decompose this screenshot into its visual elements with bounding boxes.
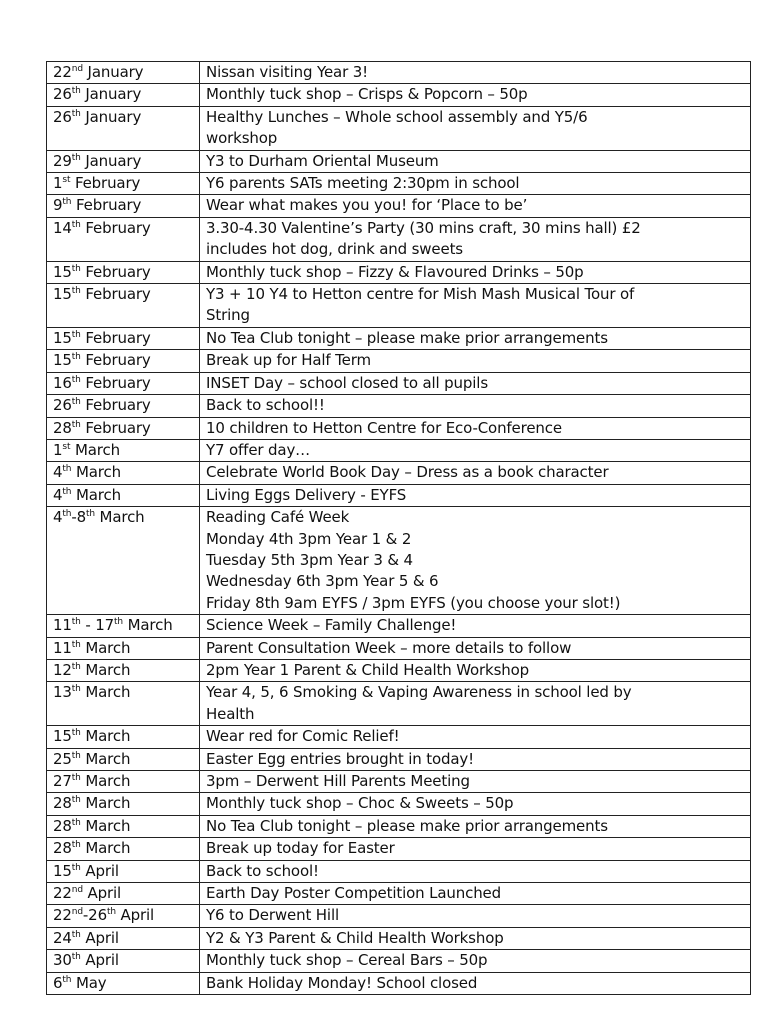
event-date-cell: [47, 883, 200, 905]
event-description-cell: [200, 682, 751, 726]
event-date-cell: [47, 284, 200, 328]
date-ordinal-suffix: th: [71, 263, 81, 274]
event-description-line: Monthly tuck shop – Fizzy & Flavoured Drinks – 50p: [206, 262, 584, 281]
event-description-line: Bank Holiday Monday! School closed: [206, 973, 478, 992]
date-day: 4: [53, 485, 63, 504]
date-ordinal-suffix: th: [71, 728, 81, 739]
event-description-cell: [200, 726, 751, 748]
event-date-cell: [47, 726, 200, 748]
event-description-line: Health: [206, 704, 255, 723]
table-row: [47, 417, 751, 439]
event-description-cell: [200, 883, 751, 905]
date-day: 22: [53, 906, 72, 925]
date-text: March: [94, 508, 145, 527]
date-day: 15: [53, 727, 72, 746]
event-description-cell: [200, 927, 751, 949]
date-text: March: [80, 660, 131, 679]
event-description-line: Science Week – Family Challenge!: [206, 616, 457, 635]
date-text: -26: [82, 906, 107, 925]
date-ordinal-suffix: th: [62, 464, 72, 475]
table-row: [47, 261, 751, 283]
table-row: [47, 62, 751, 84]
table-row: [47, 815, 751, 837]
date-text: February: [80, 351, 151, 370]
date-text: April: [82, 884, 122, 903]
table-row: [47, 682, 751, 726]
date-ordinal-suffix: th: [71, 329, 81, 340]
date-text: March: [122, 616, 173, 635]
event-description-line: Monthly tuck shop – Crisps & Popcorn – 50p: [206, 85, 528, 104]
table-row: [47, 860, 751, 882]
date-day: 24: [53, 928, 72, 947]
date-day: 11: [53, 638, 72, 657]
date-ordinal-suffix: th: [62, 974, 72, 985]
event-description-cell: [200, 507, 751, 615]
date-day: 4: [53, 463, 63, 482]
event-description-line: workshop: [206, 129, 278, 148]
date-text: March: [80, 794, 131, 813]
event-description-line: Easter Egg entries brought in today!: [206, 749, 475, 768]
event-description-line: Year 4, 5, 6 Smoking & Vaping Awareness in school led by: [206, 683, 632, 702]
date-ordinal-suffix: th: [62, 509, 72, 520]
date-day: 6: [53, 973, 63, 992]
event-date-cell: [47, 217, 200, 261]
event-date-cell: [47, 62, 200, 84]
event-date-cell: [47, 771, 200, 793]
event-description-line: Break up for Half Term: [206, 351, 371, 370]
table-row: [47, 484, 751, 506]
table-row: [47, 217, 751, 261]
date-day: 15: [53, 285, 72, 304]
date-text: February: [80, 328, 151, 347]
event-date-cell: [47, 327, 200, 349]
table-row: [47, 284, 751, 328]
event-date-cell: [47, 84, 200, 106]
date-day: 15: [53, 328, 72, 347]
date-ordinal-suffix: th: [71, 639, 81, 650]
table-row: [47, 395, 751, 417]
event-description-cell: [200, 905, 751, 927]
table-row: [47, 106, 751, 150]
date-ordinal-suffix: th: [71, 152, 81, 163]
date-text: February: [80, 218, 151, 237]
date-ordinal-suffix: th: [114, 617, 123, 628]
date-day: 15: [53, 351, 72, 370]
date-ordinal-suffix: th: [71, 684, 81, 695]
date-text: February: [80, 373, 151, 392]
event-description-line: Break up today for Easter: [206, 839, 395, 858]
date-ordinal-suffix: th: [71, 86, 81, 97]
date-ordinal-suffix: th: [71, 929, 81, 940]
date-text: February: [80, 285, 151, 304]
date-text: February: [71, 196, 142, 215]
date-text: April: [80, 951, 119, 970]
event-description-line: Y6 parents SATs meeting 2:30pm in school: [206, 174, 520, 193]
date-text: February: [80, 418, 151, 437]
table-row: [47, 84, 751, 106]
event-date-cell: [47, 682, 200, 726]
event-description-line: Monday 4th 3pm Year 1 & 2: [206, 529, 412, 548]
event-description-cell: [200, 972, 751, 994]
event-description-cell: [200, 615, 751, 637]
date-text: February: [80, 262, 151, 281]
event-description-line: No Tea Club tonight – please make prior arrangements: [206, 328, 608, 347]
date-day: 15: [53, 861, 72, 880]
event-date-cell: [47, 462, 200, 484]
event-description-line: Y3 to Durham Oriental Museum: [206, 151, 439, 170]
event-description-line: INSET Day – school closed to all pupils: [206, 373, 488, 392]
event-description-line: No Tea Club tonight – please make prior arrangements: [206, 816, 608, 835]
event-description-line: Y7 offer day…: [206, 440, 311, 459]
event-description-line: Wear what makes you you! for ‘Place to be’: [206, 196, 528, 215]
table-row: [47, 726, 751, 748]
event-date-cell: [47, 372, 200, 394]
event-date-cell: [47, 950, 200, 972]
event-description-line: includes hot dog, drink and sweets: [206, 240, 463, 259]
date-day: 13: [53, 683, 72, 702]
table-row: [47, 748, 751, 770]
event-date-cell: [47, 838, 200, 860]
event-description-line: String: [206, 306, 250, 325]
date-ordinal-suffix: th: [71, 352, 81, 363]
event-description-line: Y3 + 10 Y4 to Hetton centre for Mish Mash Musical Tour of: [206, 285, 635, 304]
date-ordinal-suffix: st: [62, 175, 71, 186]
event-description-line: Parent Consultation Week – more details to follow: [206, 638, 572, 657]
date-text: April: [80, 861, 119, 880]
event-date-cell: [47, 615, 200, 637]
event-description-cell: [200, 462, 751, 484]
event-description-cell: [200, 62, 751, 84]
event-date-cell: [47, 417, 200, 439]
date-ordinal-suffix: th: [71, 795, 81, 806]
date-ordinal-suffix: th: [71, 840, 81, 851]
event-date-cell: [47, 507, 200, 615]
date-ordinal-suffix: th: [71, 374, 81, 385]
table-row: [47, 615, 751, 637]
event-description-line: Wear red for Comic Relief!: [206, 727, 400, 746]
event-date-cell: [47, 195, 200, 217]
event-description-cell: [200, 150, 751, 172]
event-description-cell: [200, 838, 751, 860]
event-description-cell: [200, 637, 751, 659]
date-ordinal-suffix: th: [71, 750, 81, 761]
table-row: [47, 927, 751, 949]
event-date-cell: [47, 439, 200, 461]
event-description-line: 3pm – Derwent Hill Parents Meeting: [206, 772, 470, 790]
date-day: 9: [53, 196, 63, 215]
date-text: - 17: [80, 616, 115, 635]
date-day: 12: [53, 660, 72, 679]
date-text: January: [80, 151, 142, 170]
event-description-line: Back to school!: [206, 861, 319, 880]
date-day: 22: [53, 884, 72, 903]
table-row: [47, 173, 751, 195]
event-description-line: Friday 8th 9am EYFS / 3pm EYFS (you choose your slot!): [206, 593, 621, 612]
event-description-cell: [200, 484, 751, 506]
date-day: 11: [53, 616, 72, 635]
date-text: March: [71, 463, 121, 482]
table-row: [47, 637, 751, 659]
event-description-line: Living Eggs Delivery - EYFS: [206, 485, 407, 504]
event-date-cell: [47, 659, 200, 681]
event-date-cell: [47, 106, 200, 150]
event-description-line: Wednesday 6th 3pm Year 5 & 6: [206, 572, 439, 591]
event-description-cell: [200, 815, 751, 837]
event-description-cell: [200, 395, 751, 417]
date-day: 27: [53, 772, 72, 790]
event-description-cell: [200, 195, 751, 217]
date-text: March: [70, 440, 120, 459]
event-date-cell: [47, 815, 200, 837]
date-ordinal-suffix: th: [71, 419, 81, 430]
date-ordinal-suffix: nd: [71, 64, 83, 74]
event-date-cell: [47, 748, 200, 770]
table-row: [47, 838, 751, 860]
date-day: 15: [53, 262, 72, 281]
event-date-cell: [47, 150, 200, 172]
table-row: [47, 327, 751, 349]
date-ordinal-suffix: th: [71, 397, 81, 408]
event-description-line: 2pm Year 1 Parent & Child Health Workshop: [206, 660, 530, 679]
date-ordinal-suffix: th: [106, 907, 116, 918]
date-day: 4: [53, 508, 63, 527]
date-ordinal-suffix: st: [62, 441, 71, 452]
date-day: 29: [53, 151, 72, 170]
event-description-line: Tuesday 5th 3pm Year 3 & 4: [206, 550, 413, 569]
date-ordinal-suffix: th: [71, 952, 81, 963]
date-text: January: [80, 85, 142, 104]
event-description-line: Monthly tuck shop – Choc & Sweets – 50p: [206, 794, 514, 813]
event-description-line: Healthy Lunches – Whole school assembly and Y5/6: [206, 107, 588, 126]
date-text: March: [80, 749, 131, 768]
date-day: 26: [53, 396, 72, 415]
event-description-line: Nissan visiting Year 3!: [206, 63, 368, 81]
event-description-line: Reading Café Week: [206, 508, 350, 527]
event-date-cell: [47, 350, 200, 372]
date-day: 28: [53, 816, 72, 835]
event-description-cell: [200, 372, 751, 394]
table-row: [47, 372, 751, 394]
event-date-cell: [47, 395, 200, 417]
table-row: [47, 883, 751, 905]
date-ordinal-suffix: th: [71, 862, 81, 873]
event-description-cell: [200, 748, 751, 770]
date-day: 28: [53, 418, 72, 437]
date-text: March: [80, 816, 131, 835]
event-description-cell: [200, 417, 751, 439]
table-row: [47, 972, 751, 994]
event-description-cell: [200, 950, 751, 972]
event-description-cell: [200, 261, 751, 283]
date-ordinal-suffix: th: [71, 773, 81, 783]
event-description-cell: [200, 327, 751, 349]
table-row: [47, 659, 751, 681]
table-row: [47, 462, 751, 484]
event-description-line: Y2 & Y3 Parent & Child Health Workshop: [206, 928, 504, 947]
table-row: [47, 771, 751, 793]
date-text: March: [80, 638, 131, 657]
table-row: [47, 507, 751, 615]
date-text: March: [71, 485, 121, 504]
date-day: 26: [53, 85, 72, 104]
date-text: February: [80, 396, 151, 415]
date-text: -8: [71, 508, 86, 527]
event-date-cell: [47, 637, 200, 659]
date-ordinal-suffix: th: [62, 197, 72, 208]
event-description-line: Earth Day Poster Competition Launched: [206, 884, 502, 903]
events-calendar-table: [46, 61, 751, 995]
table-row: [47, 350, 751, 372]
event-date-cell: [47, 261, 200, 283]
event-description-cell: [200, 771, 751, 793]
events-table-body: [47, 62, 751, 995]
table-row: [47, 150, 751, 172]
table-row: [47, 950, 751, 972]
event-date-cell: [47, 927, 200, 949]
date-day: 1: [53, 174, 63, 193]
event-date-cell: [47, 793, 200, 815]
date-text: January: [80, 107, 142, 126]
date-text: January: [82, 63, 144, 81]
table-row: [47, 195, 751, 217]
event-description-cell: [200, 860, 751, 882]
date-day: 25: [53, 749, 72, 768]
table-row: [47, 793, 751, 815]
event-description-cell: [200, 84, 751, 106]
date-day: 26: [53, 107, 72, 126]
event-description-cell: [200, 106, 751, 150]
event-description-cell: [200, 659, 751, 681]
event-description-cell: [200, 350, 751, 372]
event-date-cell: [47, 860, 200, 882]
date-text: April: [115, 906, 155, 925]
date-ordinal-suffix: th: [71, 286, 81, 297]
date-day: 28: [53, 794, 72, 813]
event-date-cell: [47, 972, 200, 994]
date-day: 22: [53, 63, 72, 81]
event-description-line: Y6 to Derwent Hill: [206, 906, 339, 925]
event-description-line: Monthly tuck shop – Cereal Bars – 50p: [206, 951, 488, 970]
event-description-line: Celebrate World Book Day – Dress as a book character: [206, 463, 609, 482]
event-description-line: 3.30-4.30 Valentine’s Party (30 mins craft, 30 mins hall) £2: [206, 218, 641, 237]
date-text: May: [71, 973, 107, 992]
event-date-cell: [47, 905, 200, 927]
date-ordinal-suffix: th: [71, 617, 81, 628]
date-ordinal-suffix: th: [71, 219, 81, 230]
date-day: 14: [53, 218, 72, 237]
event-description-cell: [200, 173, 751, 195]
date-text: March: [80, 683, 131, 702]
event-description-cell: [200, 284, 751, 328]
date-ordinal-suffix: th: [86, 509, 95, 520]
date-ordinal-suffix: th: [62, 486, 72, 497]
date-text: February: [70, 174, 141, 193]
date-day: 16: [53, 373, 72, 392]
event-description-line: Back to school!!: [206, 396, 325, 415]
event-description-cell: [200, 439, 751, 461]
date-ordinal-suffix: th: [71, 661, 81, 672]
date-text: March: [80, 772, 131, 790]
date-ordinal-suffix: nd: [71, 885, 83, 896]
date-ordinal-suffix: th: [71, 108, 81, 119]
date-text: April: [80, 928, 119, 947]
event-description-cell: [200, 217, 751, 261]
date-day: 30: [53, 951, 72, 970]
date-text: March: [80, 727, 131, 746]
event-date-cell: [47, 173, 200, 195]
date-text: March: [80, 839, 131, 858]
event-description-line: 10 children to Hetton Centre for Eco-Conference: [206, 418, 562, 437]
table-row: [47, 439, 751, 461]
date-ordinal-suffix: nd: [71, 907, 83, 918]
date-ordinal-suffix: th: [71, 817, 81, 828]
table-row: [47, 905, 751, 927]
event-date-cell: [47, 484, 200, 506]
event-description-cell: [200, 793, 751, 815]
date-day: 28: [53, 839, 72, 858]
date-day: 1: [53, 440, 63, 459]
